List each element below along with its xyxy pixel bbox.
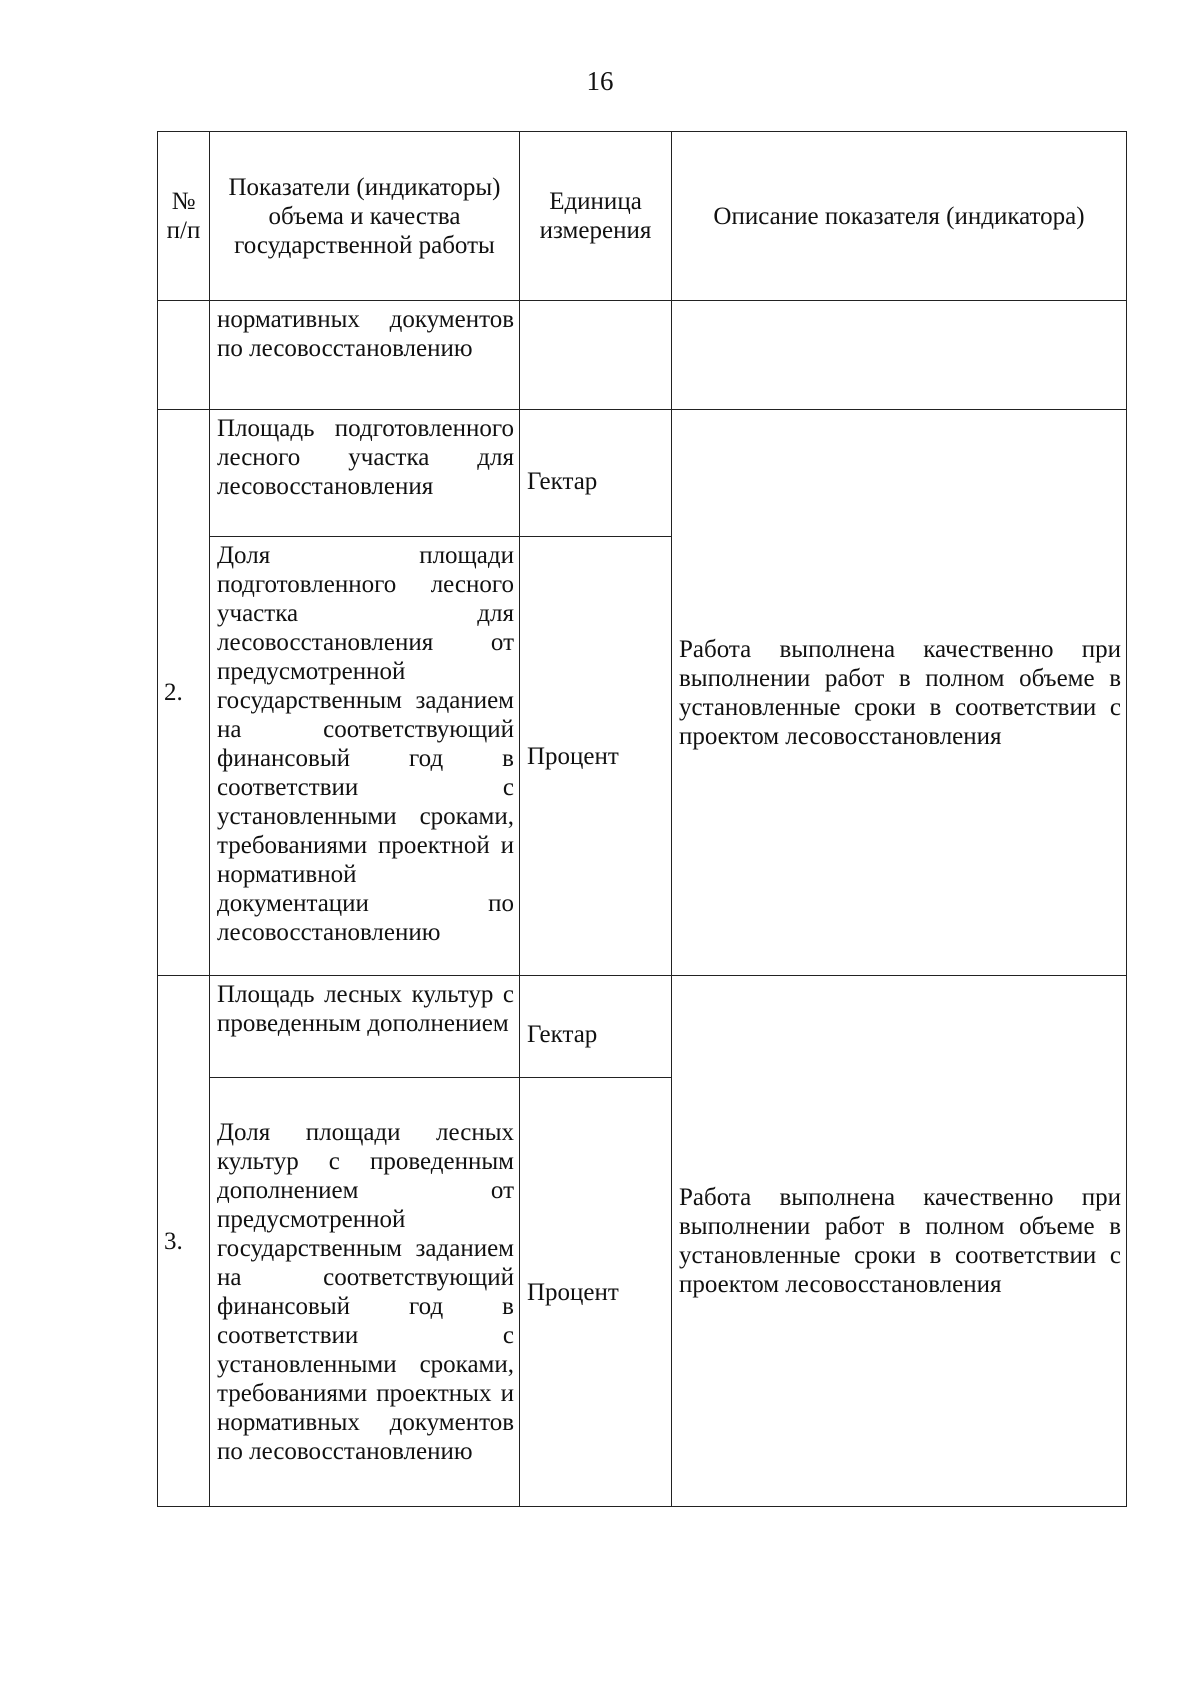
- table-row: [158, 410, 1127, 537]
- cell-indicator: Доля площади лесных культур с проведенным дополнением от предусмотренной государственным заданием на соответствующий финансовый год в соответствии с установленными сроками, требованиями проектных и нормативных документов по лесовосстановлению: [210, 1078, 520, 1507]
- cell-num: [158, 301, 210, 410]
- cell-unit: Процент: [520, 1078, 672, 1507]
- cell-description: Работа выполнена качественно при выполнении работ в полном объеме в установленные сроки в соответствии с проектом лесовосстановления: [672, 976, 1127, 1507]
- table-row: [158, 976, 1127, 1078]
- cell-unit: Процент: [520, 537, 672, 976]
- cell-num: 2.: [158, 410, 210, 976]
- cell-indicator: Площадь лесных культур с проведенным дополнением: [210, 976, 520, 1078]
- page-number: 16: [586, 66, 614, 96]
- cell-indicator: Доля площади подготовленного лесного участка для лесовосстановления от предусмотренной государственным заданием на соответствующий финансовый год в соответствии с установленными сроками, требованиями проектной и нормативной документации по лесовосстановлению: [210, 537, 520, 976]
- cell-unit: Гектар: [520, 976, 672, 1078]
- header-description: Описание показателя (индикатора): [672, 132, 1127, 301]
- cell-unit: [520, 301, 672, 410]
- cell-description: Работа выполнена качественно при выполнении работ в полном объеме в установленные сроки в соответствии с проектом лесовосстановления: [672, 410, 1127, 976]
- cell-unit: Гектар: [520, 410, 672, 537]
- table-row: [158, 301, 1127, 410]
- table-header-row: [158, 132, 1127, 301]
- indicators-table: [157, 131, 1127, 1507]
- header-indicator: Показатели (индикаторы) объема и качества государственной работы: [210, 132, 520, 301]
- cell-num: 3.: [158, 976, 210, 1507]
- cell-indicator: Площадь подготовленного лесного участка для лесовосстановления: [210, 410, 520, 537]
- header-num: № п/п: [158, 132, 210, 301]
- cell-indicator: нормативных документов по лесовосстановлению: [210, 301, 520, 410]
- cell-description: [672, 301, 1127, 410]
- header-unit: Единица измерения: [520, 132, 672, 301]
